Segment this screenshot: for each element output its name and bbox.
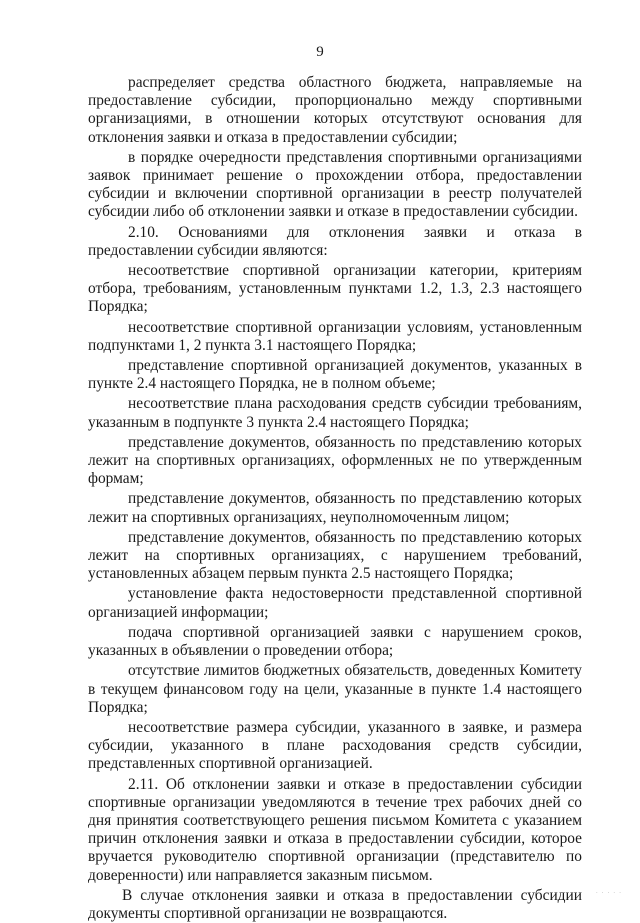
paragraph-false-information: установление факта недостоверности представленной спортивной организацией информации; <box>88 585 582 621</box>
paragraph-no-budget-limits: отсутствие лимитов бюджетных обязательств, доведенных Комитету в текущем финансовом году на цели, указанные в пункте 1.4 настоящего Порядка; <box>88 662 582 716</box>
paragraph-documents-not-returned: В случае отклонения заявки и отказа в предоставлении субсидии документы спортивной организации не возвращаются. <box>88 886 582 922</box>
paragraph-conditions-mismatch: несоответствие спортивной организации условиям, установленным подпунктами 1, 2 пункта 3.1 настоящего Порядка; <box>88 318 582 354</box>
paragraph-unauthorized-person: представление документов, обязанность по представлению которых лежит на спортивных организациях, неуполномоченным лицом; <box>88 490 582 526</box>
paragraph-2-10-heading: 2.10. Основаниями для отклонения заявки и отказа в предоставлении субсидии являются: <box>88 223 582 259</box>
paragraph-unapproved-forms: представление документов, обязанность по представлению которых лежит на спортивных организациях, оформленных не по утвержденным формам; <box>88 433 582 488</box>
paragraph-2-11-notification: 2.11. Об отклонении заявки и отказе в предоставлении субсидии спортивные организации уведомляются в течение трех рабочих дней со дня принятия соответствующего решения письмом Комитета с указанием причин отклонения заявки и отказа в предоставлении субсидии, которое вручается руководителю спортивной организации (представителю по доверенности) или направляется заказным письмом. <box>88 775 582 884</box>
paragraph-distribution: распределяет средства областного бюджета, направляемые на предоставление субсидии, пропорционально между спортивными организациями, в отношении которых отсутствуют основания для отклонения заявки и отказа в предоставлении субсидии; <box>88 74 582 146</box>
document-body <box>88 74 582 923</box>
paragraph-spending-plan-mismatch: несоответствие плана расходования средств субсидии требованиям, указанным в подпункте 3 пункта 2.4 настоящего Порядка; <box>88 395 582 431</box>
page-number: 9 <box>316 44 324 60</box>
paragraph-requirements-violation: представление документов, обязанность по представлению которых лежит на спортивных организациях, с нарушением требований, установленных абзацем первым пункта 2.5 настоящего Порядка; <box>88 528 582 583</box>
scan-artifact: · · · · · <box>595 890 622 897</box>
paragraph-deadline-violation: подача спортивной организацией заявки с нарушением сроков, указанных в объявлении о проведении отбора; <box>88 623 582 660</box>
paragraph-amount-mismatch: несоответствие размера субсидии, указанного в заявке, и размера субсидии, указанного в плане расходования средств субсидии, представленных спортивной организацией. <box>88 718 582 773</box>
paragraph-category-mismatch: несоответствие спортивной организации категории, критериям отбора, требованиям, установленным пунктами 1.2, 1.3, 2.3 настоящего Порядка; <box>88 262 582 316</box>
paragraph-incomplete-documents: представление спортивной организацией документов, указанных в пункте 2.4 настоящего Порядка, не в полном объеме; <box>88 357 582 393</box>
paragraph-order-of-submission: в порядке очередности представления спортивными организациями заявок принимает решение о прохождении отбора, предоставлении субсидии и включении спортивной организации в реестр получателей субсидии либо об отклонении заявки и отказе в предоставлении субсидии. <box>88 148 582 221</box>
